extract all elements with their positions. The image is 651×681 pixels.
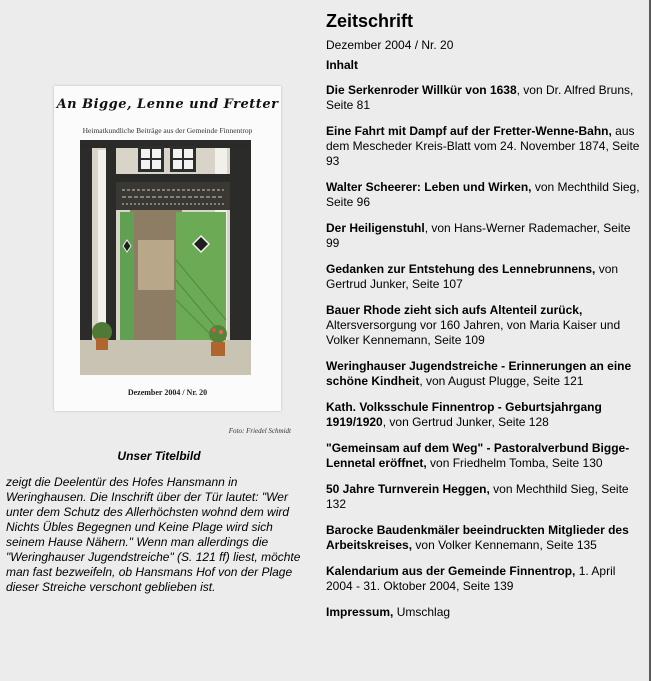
toc-item-title: Barocke Baudenkmäler beeindruckten Mitglieder des Arbeitskreises, [326, 523, 629, 552]
toc-item-title: Der Heiligenstuhl [326, 221, 425, 235]
toc-item [326, 124, 644, 169]
contents-label: Inhalt [326, 58, 358, 72]
toc-item-details: von Mechthild Sieg, Seite 132 [326, 482, 629, 511]
contents-column [326, 10, 644, 631]
issue-label: Dezember 2004 / Nr. 20 [326, 38, 454, 52]
toc-item-title: Weringhauser Jugendstreiche - Erinnerungen an eine schöne Kindheit [326, 359, 632, 388]
toc-item-title: Eine Fahrt mit Dampf auf der Fretter-Wenne-Bahn, [326, 124, 612, 138]
toc-item-title: Impressum, [326, 605, 394, 619]
toc-item-title: Bauer Rhode zieht sich aufs Altenteil zurück, [326, 303, 583, 317]
toc-item-details: , von Hans-Werner Rademacher, Seite 99 [326, 221, 631, 250]
toc-item-details: von Volker Kennemann, Seite 135 [412, 538, 597, 552]
toc-item [326, 359, 644, 389]
toc-item-title: Kalendarium aus der Gemeinde Finnentrop, [326, 564, 576, 578]
toc-item-title: Kath. Volksschule Finnentrop - Geburtsjahrgang 1919/1920 [326, 400, 602, 429]
toc-item-details: 1. April 2004 - 31. Oktober 2004, Seite 139 [326, 564, 616, 593]
page-title: Zeitschrift [326, 11, 414, 31]
toc-item-details: , von Gertrud Junker, Seite 128 [382, 415, 549, 429]
toc-item [326, 400, 644, 430]
toc-item [326, 262, 644, 292]
toc-item-details: von Friedhelm Tomba, Seite 130 [426, 456, 603, 470]
toc-item-details: , von Dr. Alfred Bruns, Seite 81 [326, 83, 634, 112]
toc-item-title: Walter Scheerer: Leben und Wirken, [326, 180, 532, 194]
toc-item [326, 523, 644, 553]
toc-item [326, 303, 644, 348]
cover-photo [80, 140, 251, 375]
toc-item-details: aus dem Mescheder Kreis-Blatt vom 24. November 1874, Seite 93 [326, 124, 640, 168]
toc-item [326, 605, 644, 620]
cover-subtitle: Heimatkundliche Beiträge aus der Gemeinde Finnentrop [82, 126, 253, 135]
cover-issue: Dezember 2004 / Nr. 20 [127, 388, 208, 397]
toc-item-details: Umschlag [393, 605, 451, 619]
toc-item-title: Die Serkenroder Willkür von 1638 [326, 83, 517, 97]
toc-item [326, 221, 644, 251]
toc-item [326, 441, 644, 471]
toc-item [326, 180, 644, 210]
toc-item-title: 50 Jahre Turnverein Heggen, [326, 482, 490, 496]
caption-text: zeigt die Deelentür des Hofes Hansmann in Weringhausen. Die Inschrift über der Tür lautet: "Wer unter dem Schutz des Allerhöchsten wohnd dem wird Nichts Übles Begegnen und Keine Plage wird sich seinem Hause Nähern." Wenn man allerdings die "Weringhauser Jugendstreiche" (S. 121 ff) liest, möchte man fast bezweifeln, ob Hansmans Hof von der Plage dieser Streiche verschont geblieben ist. [6, 475, 301, 594]
cover-title: An Bigge, Lenne und Fretter [56, 97, 279, 112]
caption-title: Unser Titelbild [117, 449, 201, 463]
toc-item [326, 482, 644, 512]
toc-item-title: "Gemeinsam auf dem Weg" - Pastoralverbund Bigge-Lennetal eröffnet, [326, 441, 630, 470]
cover-image [54, 86, 281, 411]
table-of-contents [326, 83, 644, 620]
toc-item [326, 83, 644, 113]
photo-credit: Foto: Friedel Schmidt [228, 427, 291, 435]
toc-item-details: von Gertrud Junker, Seite 107 [326, 262, 619, 291]
toc-item-details: Altersversorgung vor 160 Jahren, von Maria Kaiser und Volker Kennemann, Seite 109 [326, 318, 621, 347]
toc-item-details: von Mechthild Sieg, Seite 96 [326, 180, 640, 209]
toc-item-title: Gedanken zur Entstehung des Lennebrunnens, [326, 262, 596, 276]
toc-item-details: , von August Plugge, Seite 121 [419, 374, 584, 388]
toc-item [326, 564, 644, 594]
